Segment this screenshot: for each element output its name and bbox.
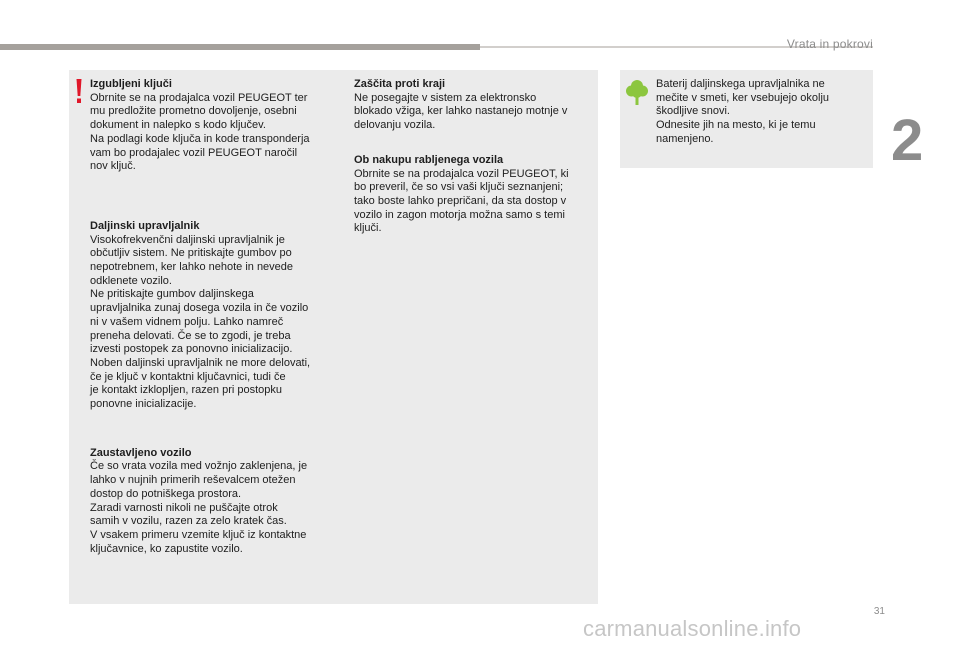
section-anti-theft	[354, 78, 590, 133]
environment-note-text: Baterij daljinskega upravljalnika ne mečite v smeti, ker vsebujejo okolju škodljive snovi. Odnesite jih na mesto, ki je temu namenjeno.	[656, 78, 830, 145]
section-remote-control	[90, 220, 342, 412]
section-text: Če so vrata vozila med vožnjo zaklenjena, je lahko v nujnih primerih reševalcem otežen dostop do potniškega prostora. Zaradi varnosti nikoli ne puščajte otrok samih v vozilu, razen za zelo kratek čas. V vsakem primeru vzemite ključ iz kontaktne ključavnice, ko zapustite vozilo.	[90, 460, 308, 555]
section-title: Ob nakupu rabljenega vozila	[354, 153, 504, 166]
watermark-text: carmanualsonline.info	[583, 616, 802, 641]
section-text: Obrnite se na prodajalca vozil PEUGEOT ter mu predložite prometno dovoljenje, osebni dokument in nalepko s kodo ključev. Na podlagi kode ključa in kode transponderja vam bo prodajalec vozil PEUGEOT naročil nov ključ.	[90, 91, 310, 173]
column-environment-note	[656, 78, 864, 147]
section-title: Zaščita proti kraji	[354, 78, 446, 90]
section-header-title: Vrata in pokrovi	[786, 37, 873, 51]
section-title: Daljinski upravljalnik	[90, 219, 200, 232]
exclamation-warning-icon	[74, 78, 84, 104]
section-text: Visokofrekvenčni daljinski upravljalnik je občutljiv sistem. Ne pritiskajte gumbov po nepotrebnem, ker lahko nehote in nevede odklenete vozilo. Ne pritiskajte gumbov daljinskega upravljalnika zunaj dosega vozila in če vozilo ni v vašem vidnem polju. Lahko namreč preneha delovati. Če se to zgodi, je treba izvesti postopek za ponovno inicializacijo. Noben daljinski upravljalnik ne more delovati, če je ključ v kontaktni ključavnici, tudi če je kontakt izklopljen, razen pri postopku ponovne inicializacije.	[90, 233, 311, 411]
section-lost-keys	[90, 78, 342, 174]
tree-environment-icon	[625, 78, 649, 106]
section-title: Zaustavljeno vozilo	[90, 446, 192, 459]
chapter-number: 2	[891, 108, 924, 173]
column-middle	[354, 78, 590, 236]
column-left	[90, 78, 342, 556]
page-number: 31	[873, 606, 885, 617]
section-used-vehicle	[354, 154, 590, 236]
section-text: Obrnite se na prodajalca vozil PEUGEOT, ki bo preveril, če so vsi vaši ključi seznanjeni; tako boste lahko prepričani, da sta dostop v vozilo in zagon motorja možna samo s temi ključi.	[354, 167, 569, 235]
section-text: Ne posegajte v sistem za elektronsko blokado vžiga, ker lahko nastanejo motnje v delovanju vozila.	[354, 91, 568, 132]
section-title: Izgubljeni ključi	[90, 78, 172, 90]
section-stopped-vehicle	[90, 447, 342, 557]
header-accent-bar	[0, 44, 480, 50]
